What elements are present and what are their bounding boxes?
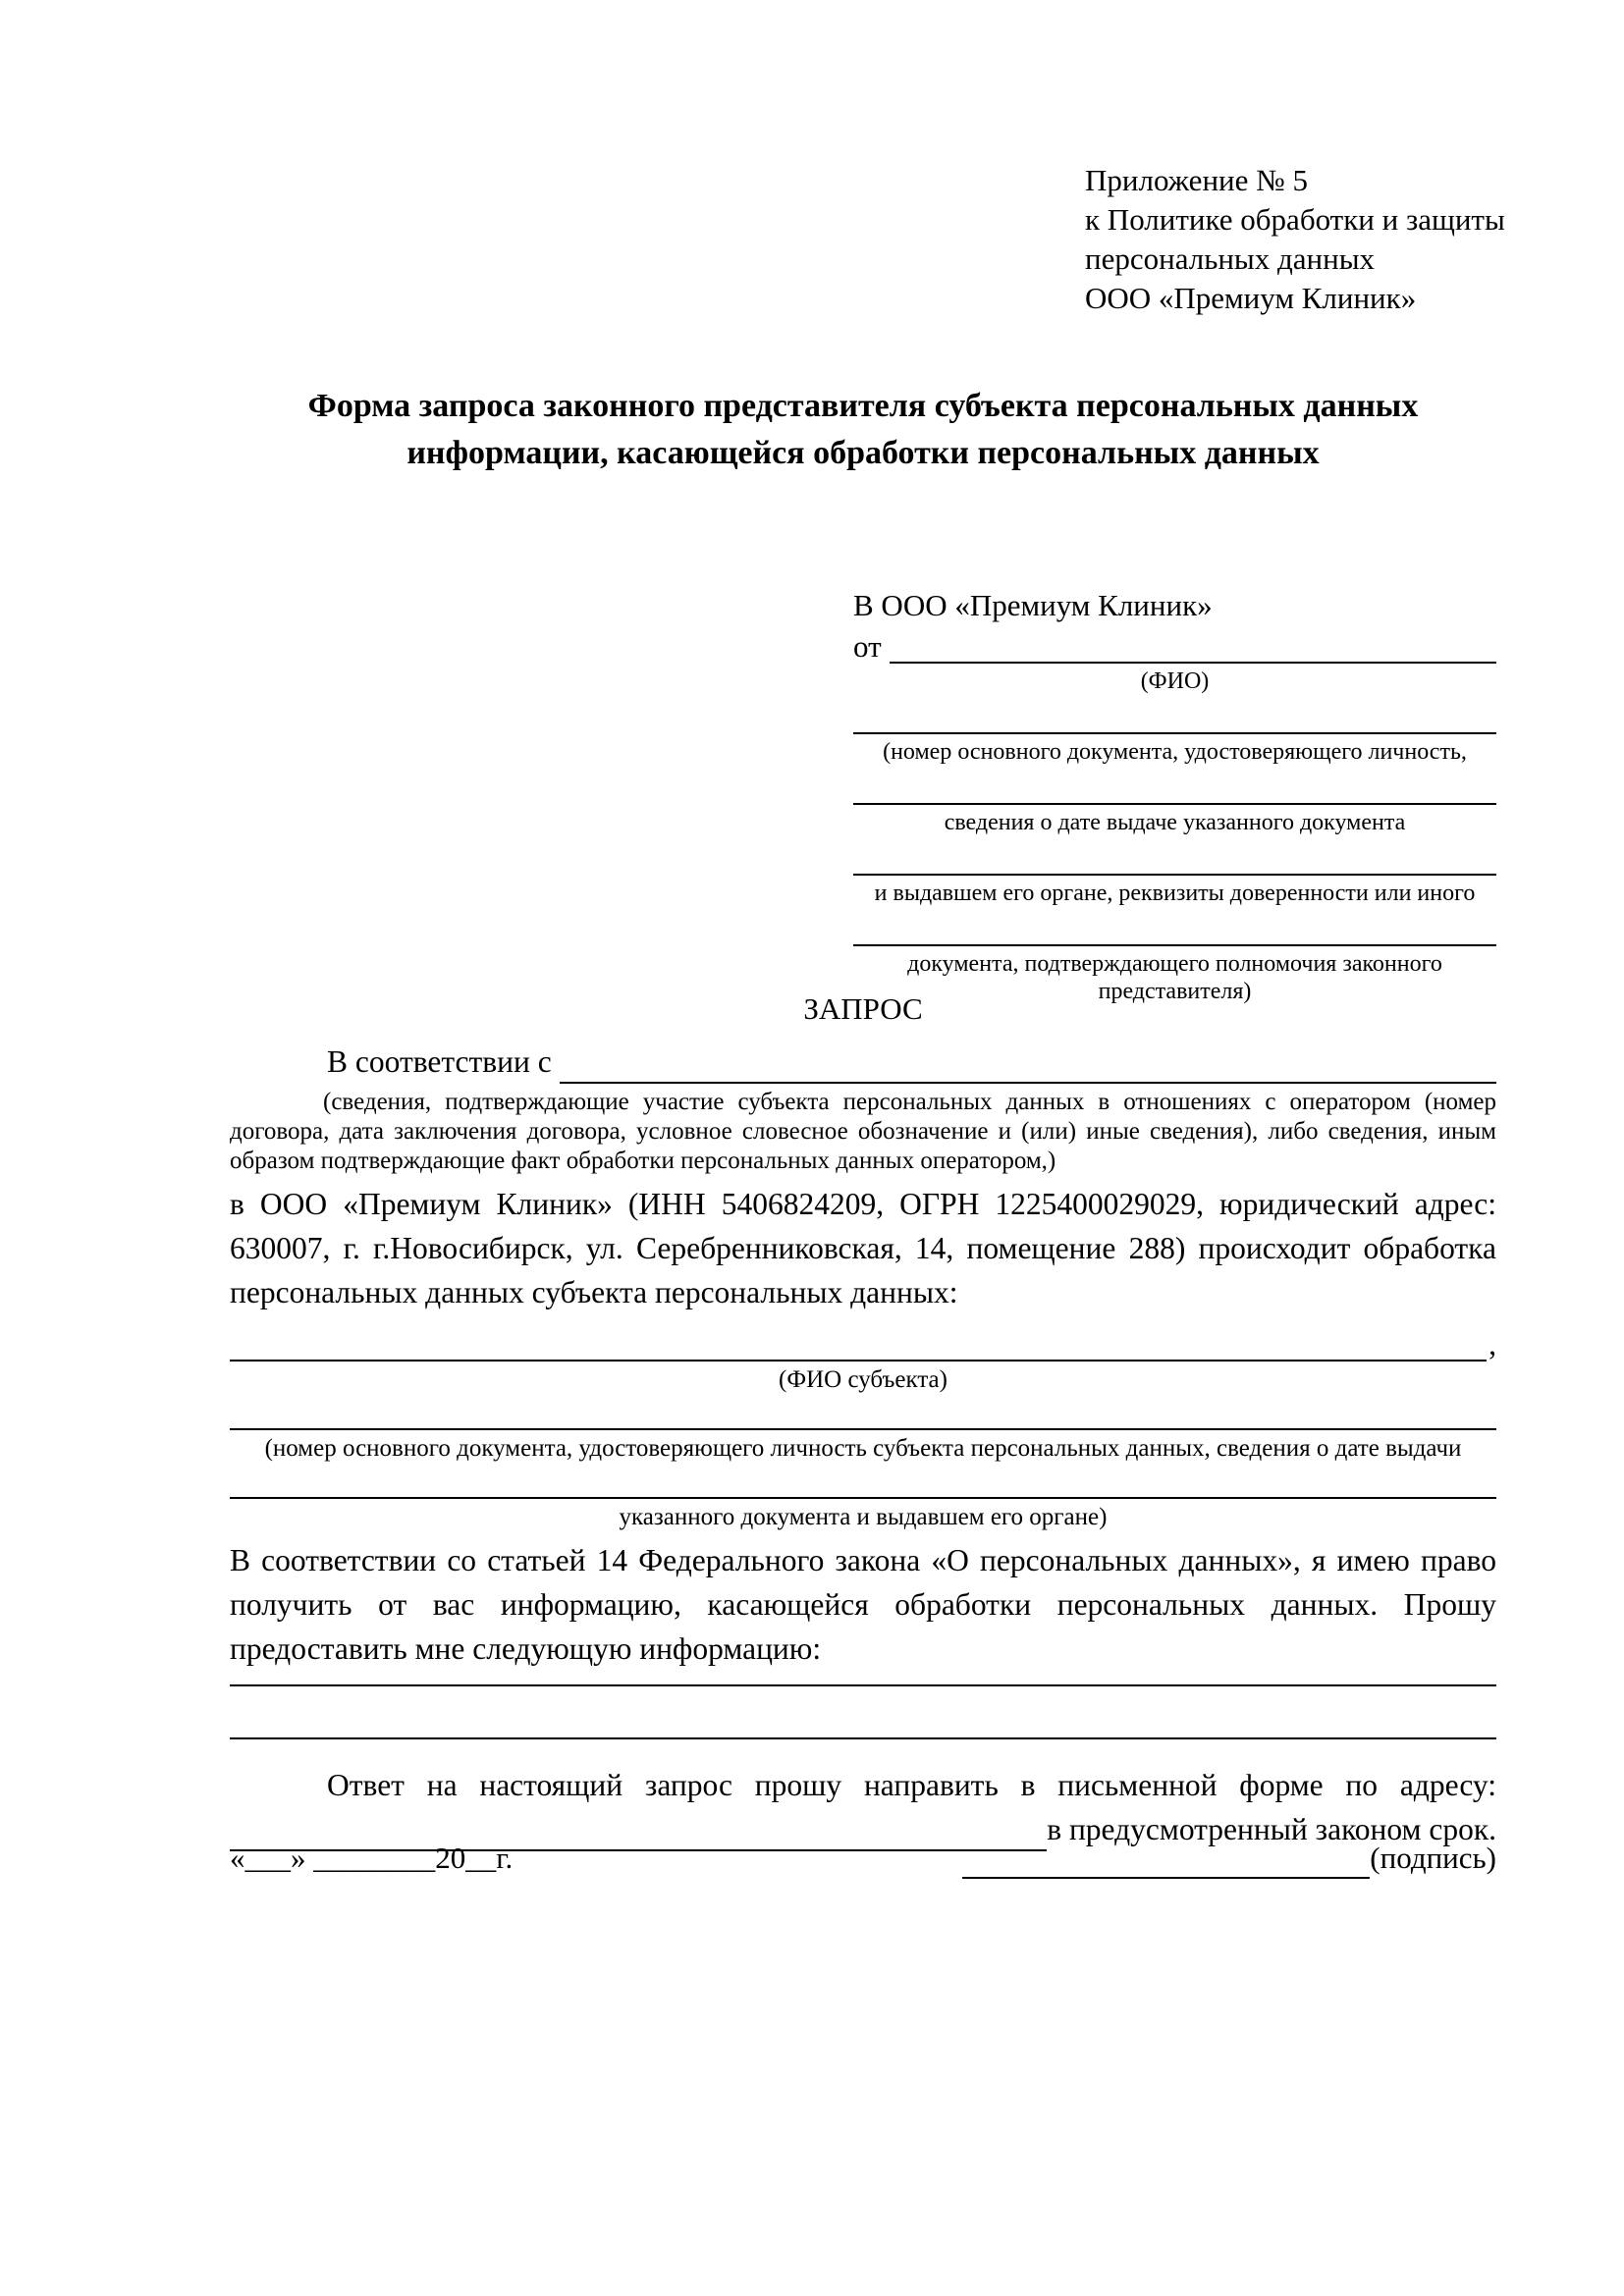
subject-fio-comma: , [1489,1327,1496,1362]
intro-row [230,1039,1496,1084]
operator-paragraph: в ООО «Премиум Клиник» (ИНН 5406824209, ОГРН 1225400029029, юридический адрес: 630007, г. г.Новосибирск, ул. Серебренниковская, 14, помещение 288) происходит обработка персональных данных субъекта персональных данных: [230,1187,1496,1309]
id-document-field-3 [853,836,1496,907]
subject-fio-caption: (ФИО субъекта) [779,1366,947,1393]
signature-group [962,1838,1496,1879]
id-document-field-1 [853,695,1496,766]
appendix-line-4: ООО «Премиум Клиник» [1085,281,1417,315]
document-title-line-1: Форма запроса законного представителя субъекта персональных данных [307,388,1419,424]
id-document-caption-4: документа, подтверждающего полномочия законного представителя) [907,951,1442,1004]
id-document-blank-line-1 [853,695,1496,734]
request-heading: ЗАПРОС [803,991,923,1026]
subject-doc-caption-2: указанного документа и выдавшем его органе) [619,1504,1108,1530]
basis-blank-line [560,1048,1496,1084]
fio-caption: (ФИО) [1140,668,1210,694]
id-document-blank-line-3 [853,836,1496,876]
answer-paragraph: Ответ на настоящий запрос прошу направить в письменной форме по адресу: [327,1768,1496,1802]
appendix-line-1: Приложение № 5 [1085,163,1308,197]
id-document-caption-3: и выдавшем его органе, реквизиты доверенности или иного [874,881,1476,906]
intro-prefix: В соответствии с [327,1044,552,1079]
subject-doc-blank-line-1 [230,1395,1496,1430]
appendix-line-2: к Политике обработки и защиты [1085,202,1505,237]
addressee-block [853,585,1496,1005]
requested-info-blank-line-1 [230,1671,1496,1686]
subject-fio-row [230,1328,1496,1362]
id-document-blank-line-2 [853,766,1496,805]
id-document-field-2 [853,766,1496,836]
addressee-to: В ООО «Премиум Клиник» [853,588,1213,622]
document-title-line-2: информации, касающейся обработки персональных данных [406,435,1320,471]
id-document-blank-line-4 [853,907,1496,946]
document-title [230,383,1496,477]
intro-note: (сведения, подтверждающие участие субъекта персональных данных в отношениях с оператором (номер договора, дата заключения договора, условное словесное обозначение и (или) иные сведения), либо сведения, иным образом подтверждающие факт обработки персональных данных оператором,) [230,1089,1496,1174]
id-document-caption-2: сведения о дате выдаче указанного документа [944,810,1406,835]
from-label: от [853,629,882,664]
appendix-header [1085,161,1507,318]
answer-suffix: в предусмотренный законом срок. [1047,1812,1496,1846]
subject-fio-blank-line [230,1332,1487,1362]
appendix-line-3: персональных данных [1085,241,1376,276]
signature-blank-line [962,1843,1370,1879]
signature-footer [230,1838,1496,1879]
addressee-from-row [853,630,1496,664]
requested-info-blank-line-2 [230,1686,1496,1739]
id-document-caption-1: (номер основного документа, удостоверяющего личность, [883,739,1467,765]
representative-fio-blank-line [890,634,1496,664]
rights-paragraph: В соответствии со статьей 14 Федерального закона «О персональных данных», я имею право получить от вас информацию, касающейся обработки персональных данных. Прошу предоставить мне следующую информацию: [230,1543,1496,1666]
request-body [230,1039,1496,1851]
subject-doc-caption-1: (номер основного документа, удостоверяющего личность субъекта персональных данных, сведения о дате выдачи [264,1435,1462,1462]
signature-caption: (подпись) [1370,1841,1496,1875]
date-blank: «___» ________20__г. [230,1841,514,1875]
subject-doc-blank-line-2 [230,1464,1496,1499]
